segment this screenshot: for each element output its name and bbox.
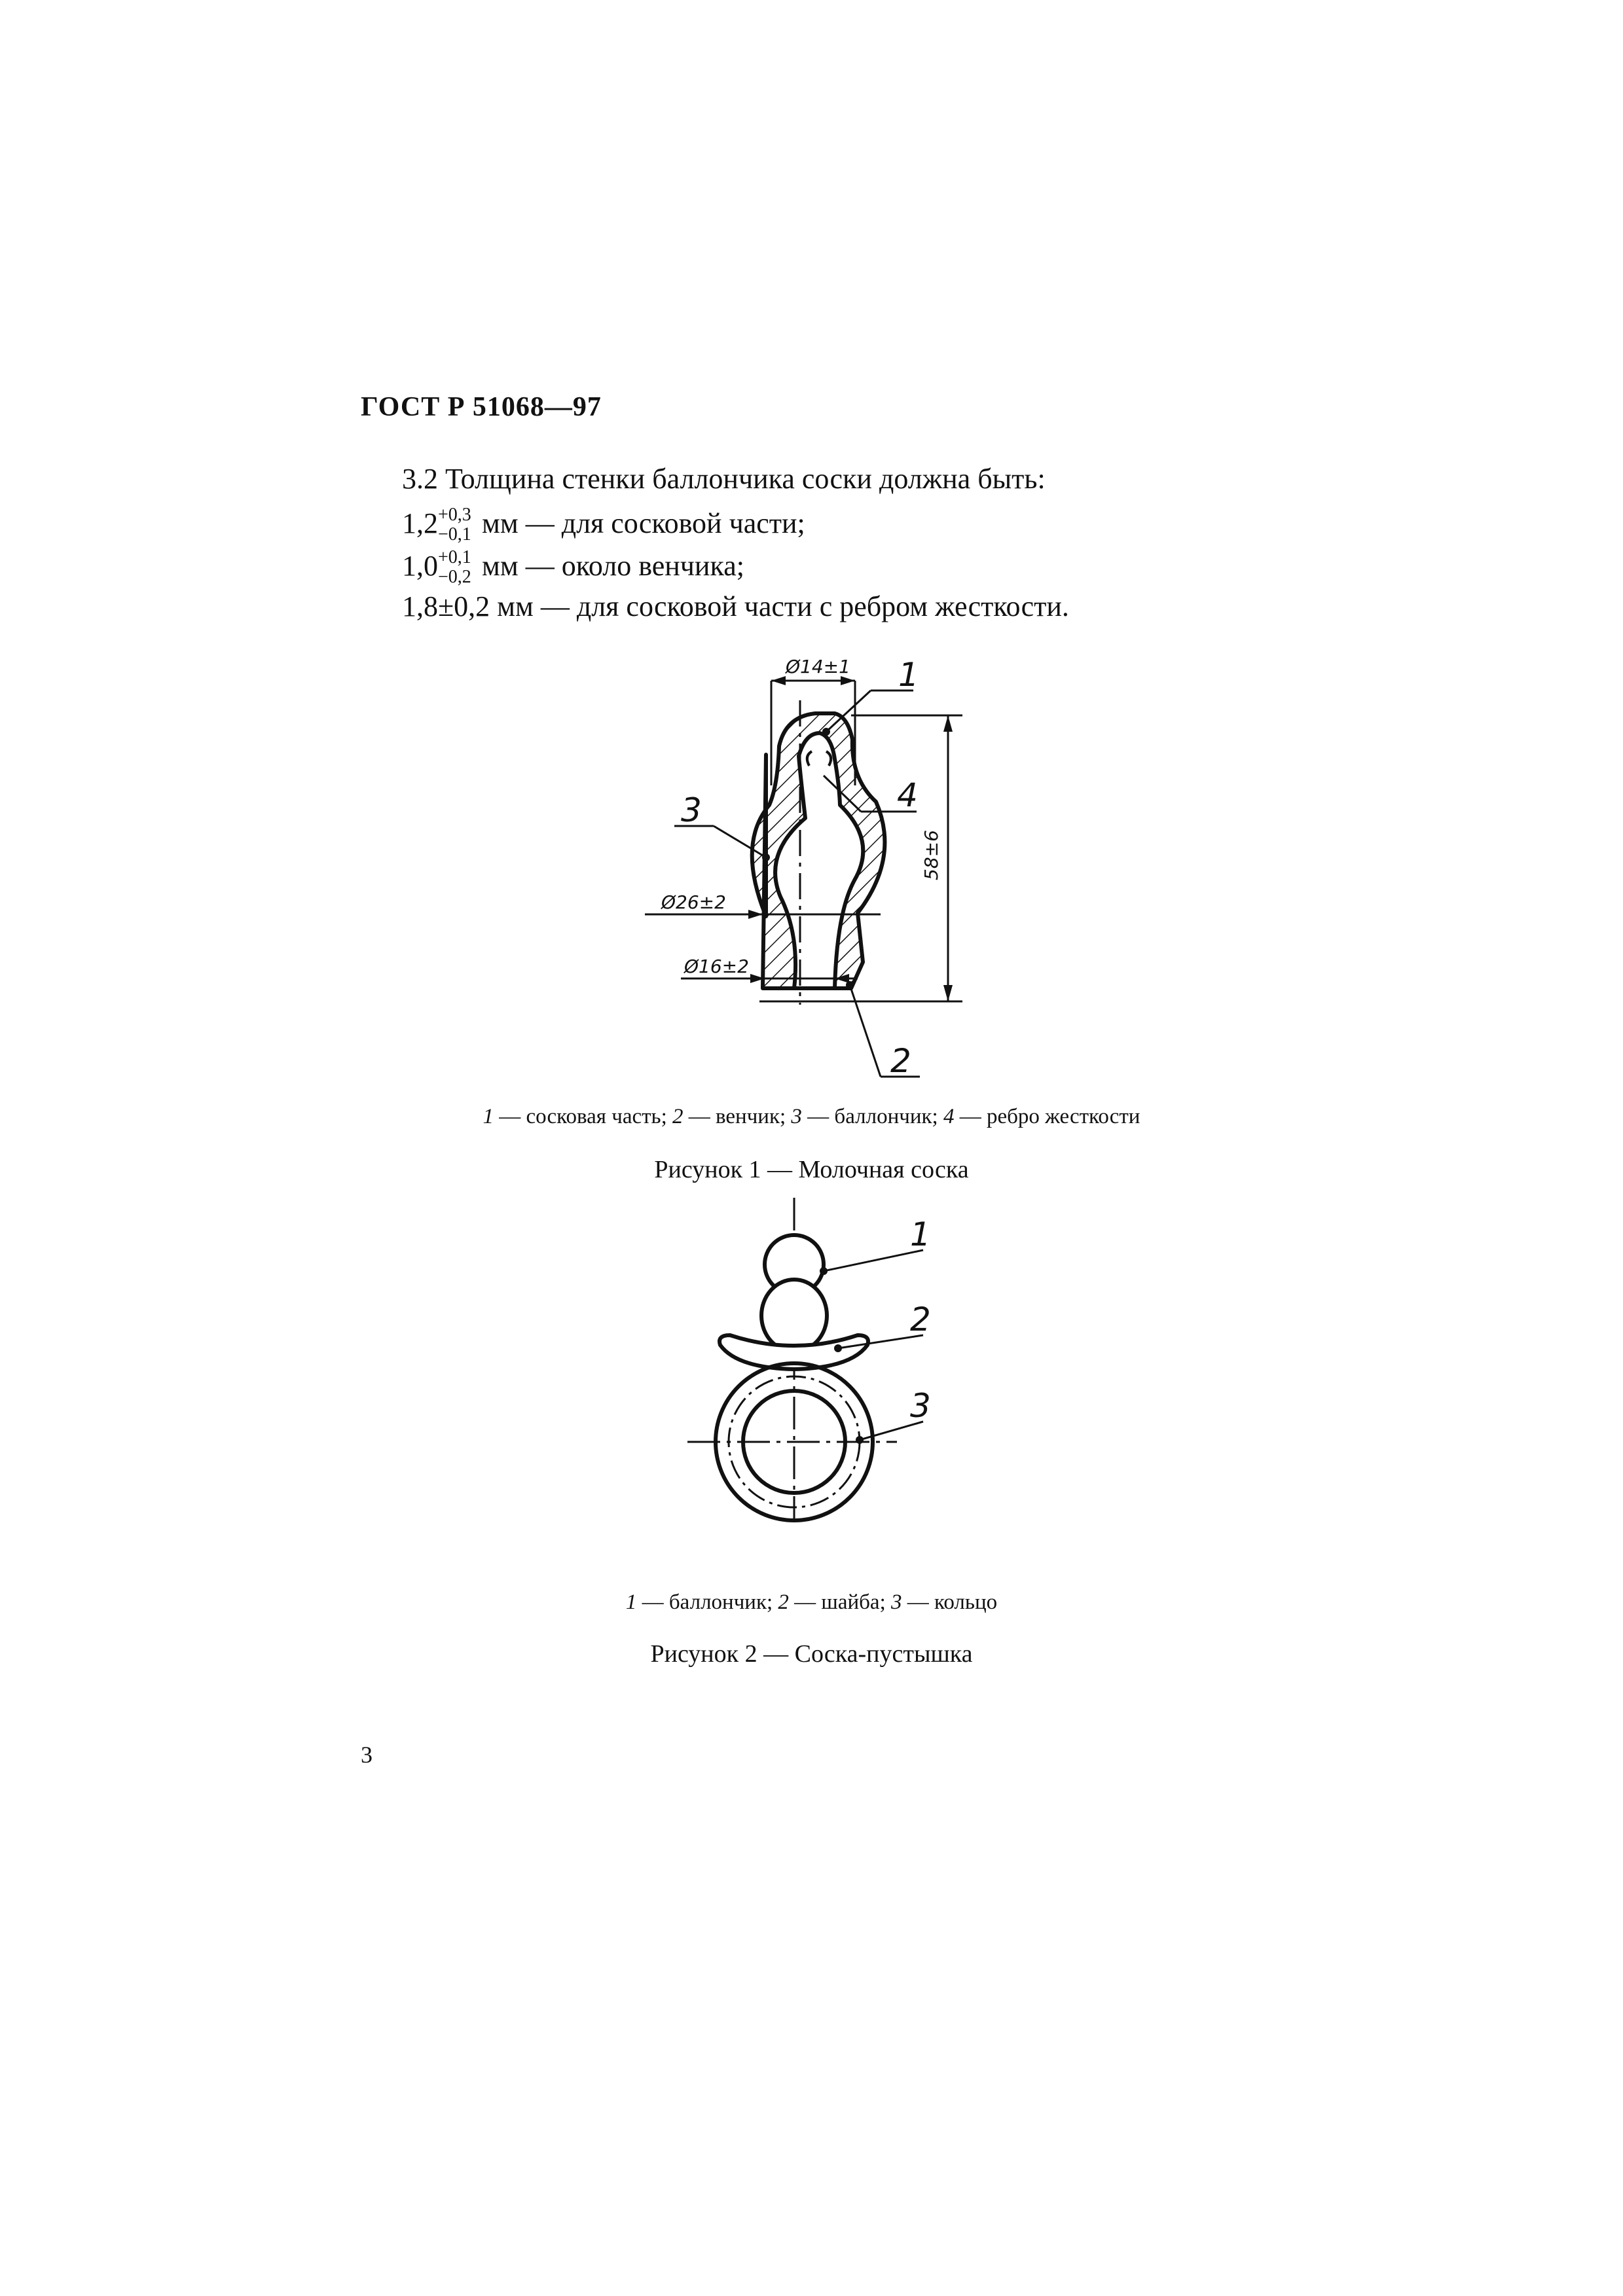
figure1-legend: 1 — сосковая часть; 2 — венчик; 3 — баллончик; 4 — ребро жесткости — [483, 1105, 1140, 1128]
figure2-legend: 1 — баллончик; 2 — шайба; 3 — кольцо — [625, 1590, 998, 1614]
fig1-label-1: 1 — [898, 656, 919, 694]
spec-item-1-text: мм — для сосковой части; — [475, 507, 805, 540]
fig1-label-4: 4 — [897, 776, 918, 814]
dim-d14: Ø14±1 — [786, 656, 850, 677]
document-header: ГОСТ Р 51068—97 — [361, 392, 602, 422]
dim-d16: Ø16±2 — [684, 956, 749, 977]
fig2-label-1: 1 — [910, 1215, 931, 1253]
section-heading: 3.2 Толщина стенки баллончика соски должна быть: — [402, 463, 1046, 495]
spec-item-3: 1,8±0,2 мм — для сосковой части с ребром жесткости. — [402, 590, 1069, 622]
spec-item-2-text: мм — около венчика; — [475, 550, 744, 583]
dim-height: 58±6 — [921, 830, 942, 880]
fig2-label-2: 2 — [910, 1300, 931, 1338]
fig2-label-3: 3 — [910, 1387, 931, 1425]
page-number: 3 — [361, 1742, 373, 1768]
fig1-label-3: 3 — [681, 791, 702, 829]
spec-item-1-tolerance: +0,3 −0,1 — [438, 505, 471, 545]
spec-item-2-tolerance: +0,1 −0,2 — [438, 547, 471, 587]
figure1-title: Рисунок 1 — Молочная соска — [654, 1156, 969, 1183]
spec-item-2-base: 1,0 — [402, 550, 438, 583]
figure2-drawing — [687, 1198, 931, 1522]
dim-d26: Ø26±2 — [661, 891, 726, 913]
spec-item-1-base: 1,2 — [402, 507, 438, 540]
figure1-drawing — [645, 656, 962, 1080]
figure2-title: Рисунок 2 — Соска-пустышка — [650, 1640, 973, 1668]
pacifier-bulb-bottom — [761, 1280, 827, 1352]
fig1-label-2: 2 — [890, 1042, 911, 1080]
